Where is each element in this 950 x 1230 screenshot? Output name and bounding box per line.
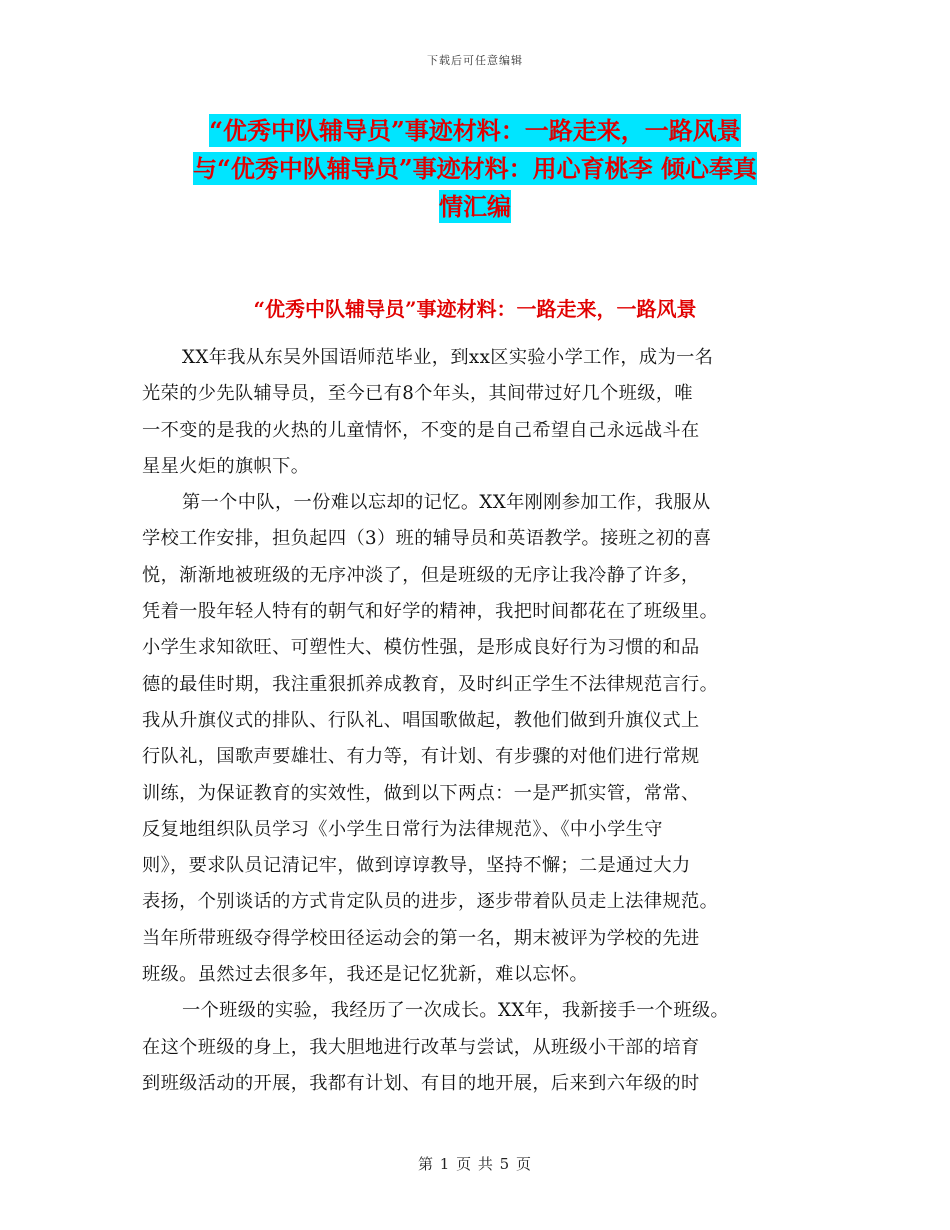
body-line: 表扬，个别谈话的方式肯定队员的进步，逐步带着队员走上法律规范。 <box>142 891 719 913</box>
header-note: 下载后可任意编辑 <box>427 54 523 67</box>
title-line-1-text: “优秀中队辅导员”事迹材料：一路走来，一路风景 <box>209 116 741 145</box>
body-line: 学校工作安排，担负起四（3）班的辅导员和英语教学。接班之初的喜 <box>142 528 712 550</box>
body-line: 一不变的是我的火热的儿童情怀，不变的是自己希望自己永远战斗在 <box>142 419 700 441</box>
page-footer: 第 1 页 共 5 页 <box>418 1155 532 1173</box>
body-line: XX年我从东吴外国语师范毕业，到xx区实验小学工作，成为一名 <box>182 347 714 368</box>
body-line: 第一个中队，一份难以忘却的记忆。XX年刚刚参加工作，我服从 <box>182 492 711 514</box>
body-line: 我从升旗仪式的排队、行队礼、唱国歌做起，教他们做到升旗仪式上 <box>142 709 700 731</box>
body-line: 到班级活动的开展，我都有计划、有目的地开展，后来到六年级的时 <box>142 1072 700 1094</box>
body-line: 行队礼，国歌声要雄壮、有力等，有计划、有步骤的对他们进行常规 <box>142 746 700 768</box>
section-title: “优秀中队辅导员”事迹材料：一路走来，一路风景 <box>253 297 697 321</box>
body-line: 悦，渐渐地被班级的无序冲淡了，但是班级的无序让我冷静了许多， <box>142 564 700 586</box>
body-line: 班级。虽然过去很多年，我还是记忆犹新，难以忘怀。 <box>142 964 589 986</box>
body-line: 则》，要求队员记清记牢，做到谆谆教导，坚持不懈；二是通过大力 <box>142 855 691 877</box>
body-line: 一个班级的实验，我经历了一次成长。XX年，我新接手一个班级。 <box>182 1000 730 1022</box>
document-title <box>140 112 810 226</box>
body-line: 反复地组织队员学习《小学生日常行为法律规范》、《中小学生守 <box>142 818 663 840</box>
title-line-2-text: 与“优秀中队辅导员”事迹材料：用心育桃李 倾心奉真 <box>193 154 757 183</box>
title-line-1 <box>140 112 810 150</box>
body-line: 光荣的少先队辅导员，至今已有8个年头，其间带过好几个班级，唯 <box>142 383 694 405</box>
body-line: 在这个班级的身上，我大胆地进行改革与尝试，从班级小干部的培育 <box>142 1036 700 1058</box>
body-line: 德的最佳时期，我注重狠抓养成教育，及时纠正学生不法律规范言行。 <box>142 673 719 695</box>
body-line: 凭着一股年轻人特有的朝气和好学的精神，我把时间都花在了班级里。 <box>142 601 719 623</box>
body-line: 小学生求知欲旺、可塑性大、模仿性强，是形成良好行为习惯的和品 <box>142 637 700 659</box>
body-line: 训练，为保证教育的实效性，做到以下两点：一是严抓实管，常常、 <box>142 782 700 804</box>
body-text <box>142 340 810 1102</box>
title-line-3-text: 情汇编 <box>439 192 511 221</box>
title-line-2 <box>140 150 810 188</box>
body-line: 星星火炬的旗帜下。 <box>142 455 310 477</box>
title-line-3 <box>140 188 810 226</box>
body-line: 当年所带班级夺得学校田径运动会的第一名，期末被评为学校的先进 <box>142 927 700 949</box>
